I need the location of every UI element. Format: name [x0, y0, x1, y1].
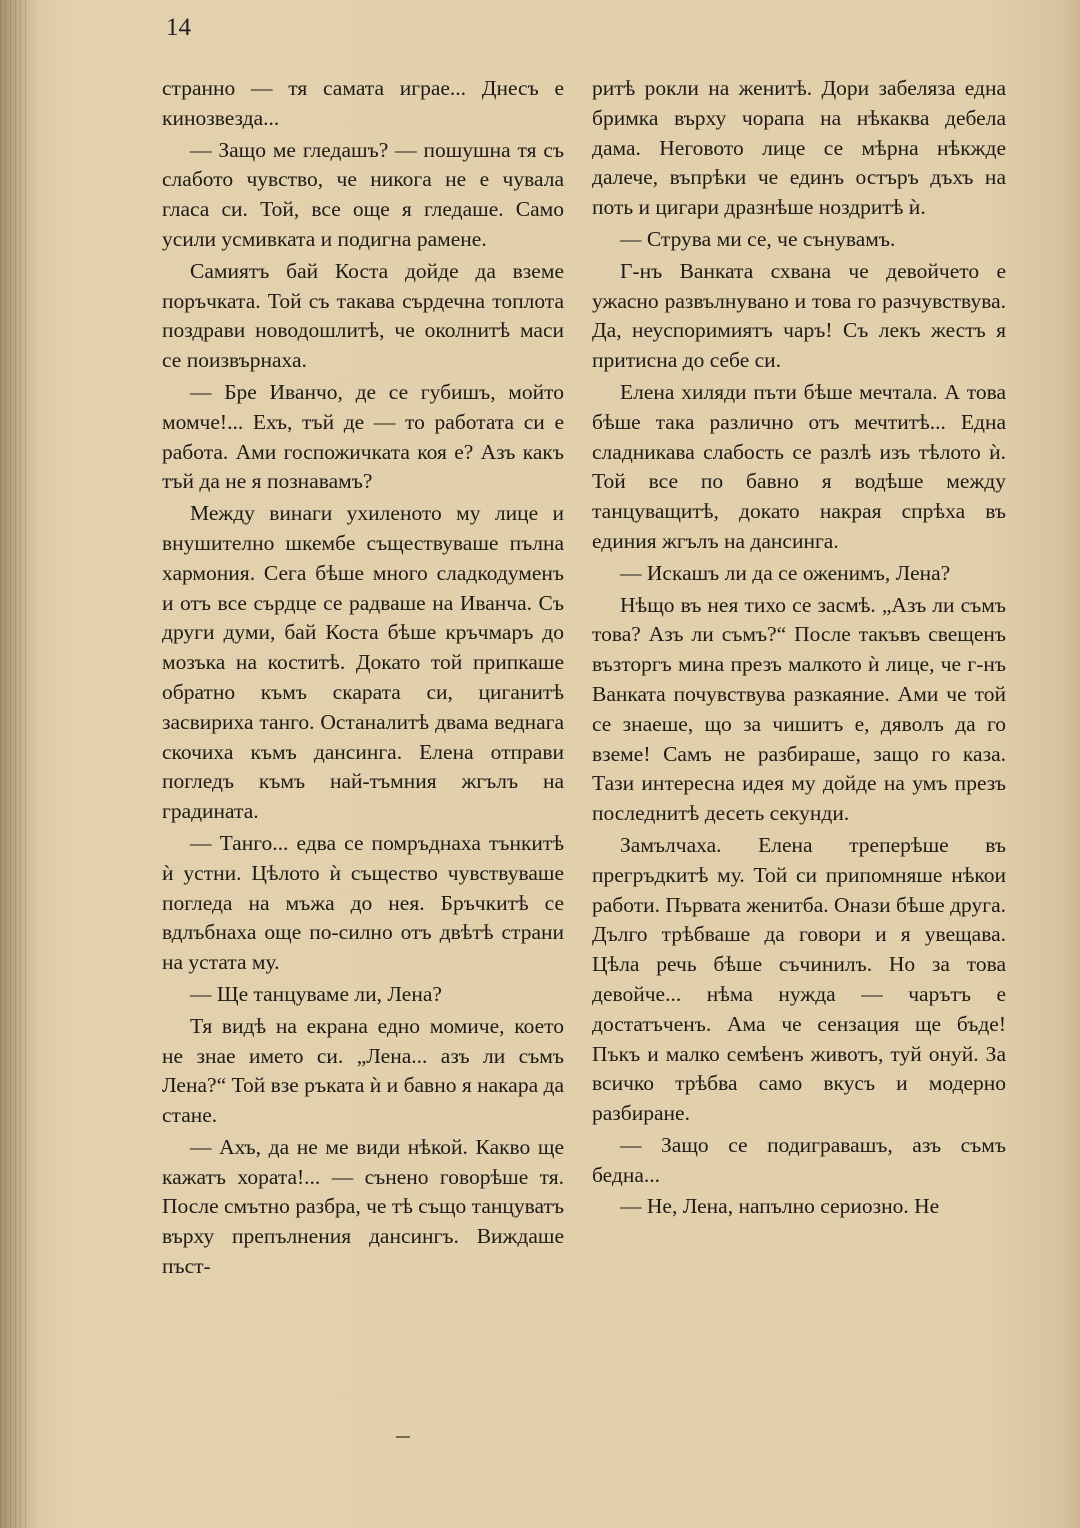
paragraph: ритѣ рокли на женитѣ. Дори забеляза една бримка върху чорапа на нѣкаква дебела дама. Неговото лице се мѣрна нѣкжде далече, въпрѣки че единъ остъръ дъхъ на поть и цигари дразнѣше ноздритѣ ѝ. [592, 76, 1006, 220]
paragraph: Самиятъ бай Коста дойде да вземе поръчката. Той съ такава сърдечна топлота поздрави новодошлитѣ, че околнитѣ маси се поизвърнаха. [162, 258, 564, 373]
page-number: 14 [166, 14, 191, 41]
paragraph: — Ще танцуваме ли, Лена? [190, 981, 442, 1006]
paragraph: странно — тя самата играе... Днесъ е кинозвезда... [162, 76, 564, 130]
paragraph: — Защо се подигравашъ, азъ съмъ бедна... [592, 1132, 1006, 1187]
paragraph: Нѣщо въ нея тихо се засмѣ. „Азъ ли съмъ това? Азъ ли съмъ?“ После такъвъ свещенъ възторгъ мина презъ малкото ѝ лице, че г-нъ Ванката почувствува разкаяние. Ами че той се знаеше, що за чишитъ е, дяволъ да го вземе! Самъ не разбираше, защо го каза. Тази интересна идея му дойде на умъ презъ последнитѣ десеть секунди. [592, 592, 1006, 826]
paragraph: — Танго... едва се помръднаха тънкитѣ ѝ устни. Цѣлото ѝ същество чувствуваше погледа на мъжа до нея. Бръчкитѣ се вдлъбнаха още по-силно отъ двѣтѣ страни на устата му. [162, 830, 564, 975]
paragraph: Тя видѣ на екрана едно момиче, което не знае името си. „Лена... азъ ли съмъ Лена?“ Той взе ръката ѝ и бавно я накара да стане. [162, 1013, 564, 1128]
paragraph: — Искашъ ли да се оженимъ, Лена? [620, 560, 951, 585]
paragraph: — Струва ми се, че сънувамъ. [620, 226, 896, 251]
paragraph: Елена хиляди пъти бѣше мечтала. А това бѣше така различно отъ мечтитѣ... Една сладникава слабость се разлѣ изъ тѣлото ѝ. Той все по бавно я водѣше между танцуващитѣ, докато накрая спрѣха въ единия жгълъ на дансинга. [592, 379, 1006, 553]
footer-dash-mark [396, 1436, 410, 1438]
right-column [592, 74, 1006, 1224]
page-edge-stack [0, 0, 30, 1528]
paragraph: Между винаги ухиленото му лице и внушително шкембе съществуваше пълна хармония. Сега бѣше много сладкодуменъ и отъ все сърдце се радваше на Иванча. Съ други думи, бай Коста бѣше кръчмаръ до мозъка на коститѣ. Докато той припкаше обратно къмъ скарата си, циганитѣ засвириха танго. Останалитѣ двама веднага скочиха къмъ дансинга. Елена отправи погледъ къмъ най-тъмния жгълъ на градината. [162, 501, 564, 824]
paragraph: Г-нъ Ванката схвана че девойчето е ужасно развълнувано и това го разчувствува. Да, неуспоримиятъ чаръ! Съ лекъ жестъ я притисна до себе си. [592, 258, 1006, 373]
paragraph: — Ахъ, да не ме види нѣкой. Какво ще кажатъ хората!... — сънено говорѣше тя. После смътно разбра, че тѣ също танцуватъ върху препълнения дансингъ. Виждаше пъст- [162, 1134, 564, 1279]
paragraph: — Не, Лена, напълно сериозно. Не [620, 1194, 940, 1219]
paragraph: — Бре Иванчо, де се губишъ, мойто момче!... Ехъ, тъй де — то работата си е работа. Ами госпожичката коя е? Азъ какъ тъй да не я познавамъ? [162, 379, 564, 494]
left-column [162, 74, 564, 1284]
paragraph: — Защо ме гледашъ? — пошушна тя съ слабото чувство, че никога не е чувала гласа си. Той, все още я гледаше. Само усили усмивката и подигна рамене. [162, 137, 564, 251]
paragraph: Замълчаха. Елена треперѣше въ прегръдкитѣ му. Той си припомняше нѣкои работи. Първата женитба. Онази бѣше друга. Дълго трѣбваше да говори и я увещава. Цѣла речь бѣше съчинилъ. Но за това девойче... нѣма нужда — чарътъ е достатъченъ. Ама че сензация ще бъде! Пъкъ и малко семѣенъ животъ, туй онуй. За всичко трѣбва само вкусъ и модерно разбиране. [592, 832, 1006, 1126]
